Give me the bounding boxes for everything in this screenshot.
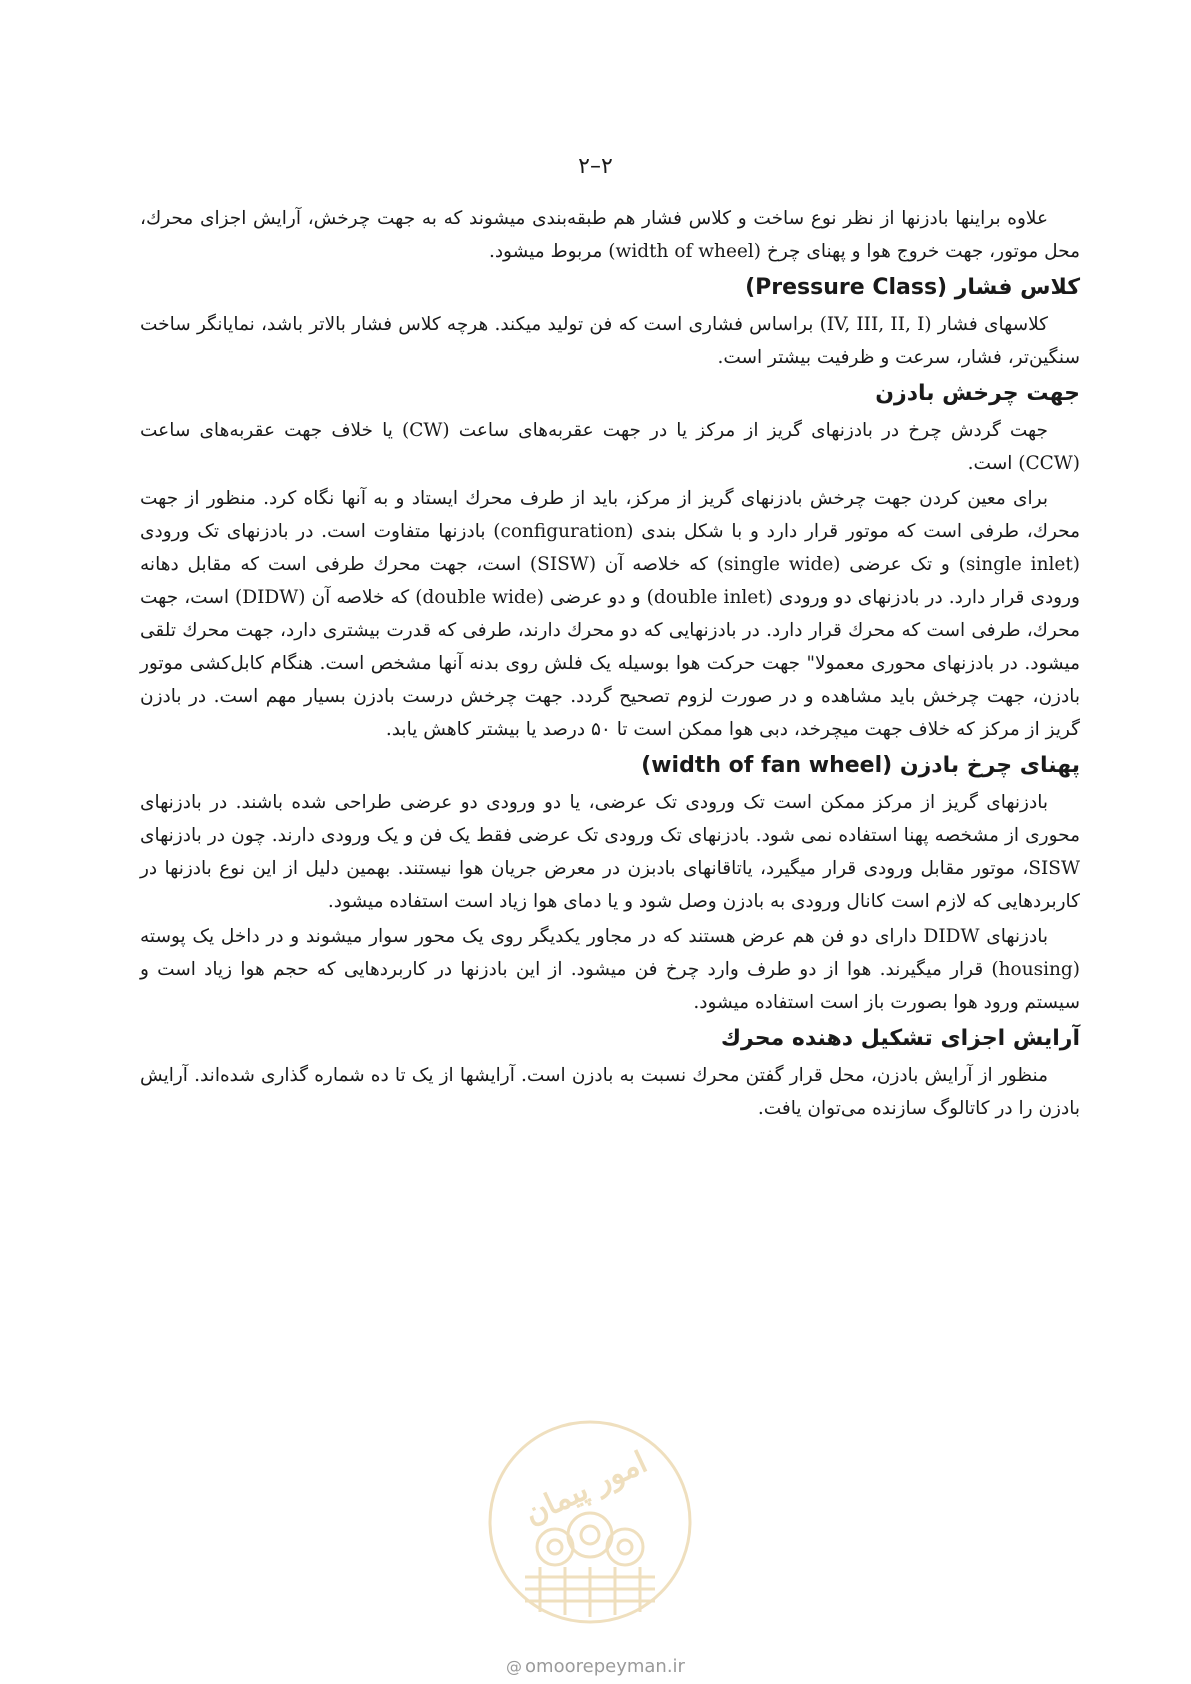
pressure-class-heading: کلاس فشار (Pressure Class) — [745, 275, 1080, 300]
intro-paragraph: علاوه براینها بادزنها از نظر نوع ساخت و کلاس فشار هم طبقه‌بندی میشوند که به جهت چرخش، آرایش اجزای محرك، محل موتور، جهت خروج هوا و پهنای چرخ (width of wheel) مربوط میشود. — [140, 208, 1080, 262]
wheel-width-paragraph-2: بادزنهای DIDW دارای دو فن هم عرض هستند که در مجاور یکدیگر روی یک محور سوار میشوند و در داخل یک پوسته (housing) قرار میگیرند. هوا از دو طرف وارد چرخ فن میشود. از این بادزنها در کاربردهایی که حجم هوا زیاد است و سیستم ورود هوا بصورت باز است استفاده میشود. — [140, 926, 1080, 1013]
drive-arrangement-paragraph: منظور از آرایش بادزن، محل قرار گفتن محرك نسبت به بادزن است. آرایشها از یک تا ده شماره گذاری شده‌اند. آرایش بادزن را در کاتالوگ سازنده می‌توان یافت. — [140, 1065, 1080, 1119]
watermark-logo — [485, 1417, 695, 1627]
rotation-direction-heading: جهت چرخش بادزن — [875, 381, 1080, 406]
watermark-logo-text: امور پیمان — [519, 1444, 653, 1532]
drive-arrangement-heading: آرایش اجزای تشکیل دهنده محرك — [720, 1026, 1080, 1051]
at-icon: @ — [506, 1657, 523, 1676]
site-url-text[interactable]: omoorepeyman.ir — [525, 1656, 685, 1677]
page-number: ۲–۲ — [578, 154, 613, 179]
site-url[interactable] — [0, 1656, 1191, 1677]
pressure-class-paragraph: کلاسهای فشار (IV, III, II, I) براساس فشاری است که فن تولید میکند. هرچه کلاس فشار بالاتر باشد، نمایانگر ساخت سنگین‌تر، فشار، سرعت و ظرفیت بیشتر است. — [140, 314, 1080, 368]
rotation-paragraph-2: برای معین کردن جهت چرخش بادزنهای گریز از مرکز، باید از طرف محرك ایستاد و به آنها نگاه کرد. منظور از جهت محرك، طرفی است که موتور قرار دارد و با شکل بندی (configuration) بادزنها متفاوت است. در بادزنهای تک ورودی (single inlet) و تک عرضی (single wide) که خلاصه آن (SISW) است، جهت محرك طرفی است که مقابل دهانه ورودی قرار دارد. در بادزنهای دو ورودی (double inlet) و دو عرضی (double wide) که خلاصه آن (DIDW) است، جهت محرك، طرفی است که محرك قرار دارد. در بادزنهایی که دو محرك دارند، طرفی که قدرت بیشتری دارد، جهت محرك تلقی میشود. در بادزنهای محوری معمولا" جهت حرکت هوا بوسیله یک فلش روی بدنه آنها مشخص است. هنگام کابل‌کشی موتور بادزن، جهت چرخش باید مشاهده و در صورت لزوم تصحیح گردد. جهت چرخش درست بادزن بسیار مهم است. در بادزن گریز از مرکز که خلاف جهت میچرخد، دبی هوا ممکن است تا ۵۰ درصد یا بیشتر کاهش یابد. — [140, 488, 1081, 740]
page-content — [140, 202, 1080, 1125]
gear-scales-seal-icon — [525, 1513, 655, 1617]
rotation-paragraph-1: جهت گردش چرخ در بادزنهای گریز از مرکز یا در جهت عقربه‌های ساعت (CW) یا خلاف جهت عقربه‌های ساعت (CCW) است. — [140, 420, 1080, 474]
wheel-width-paragraph-1: بادزنهای گریز از مرکز ممکن است تک ورودی تک عرضی، یا دو ورودی دو عرضی طراحی شده باشند. در بادزنهای محوری از مشخصه پهنا استفاده نمی شود. بادزنهای تک ورودی تک عرضی فقط یک فن و یک ورودی دارند. چون در بادزنهای SISW، موتور مقابل ورودی قرار میگیرد، یاتاقانهای بادبزن در معرض جریان هوا نیستند. بهمین دلیل از این نوع بادزنها در کاربردهایی که لازم است کانال ورودی به بادزن وصل شود و یا دمای هوا زیاد است استفاده میشود. — [140, 792, 1080, 912]
wheel-width-heading: پهنای چرخ بادزن (width of fan wheel) — [641, 753, 1080, 778]
